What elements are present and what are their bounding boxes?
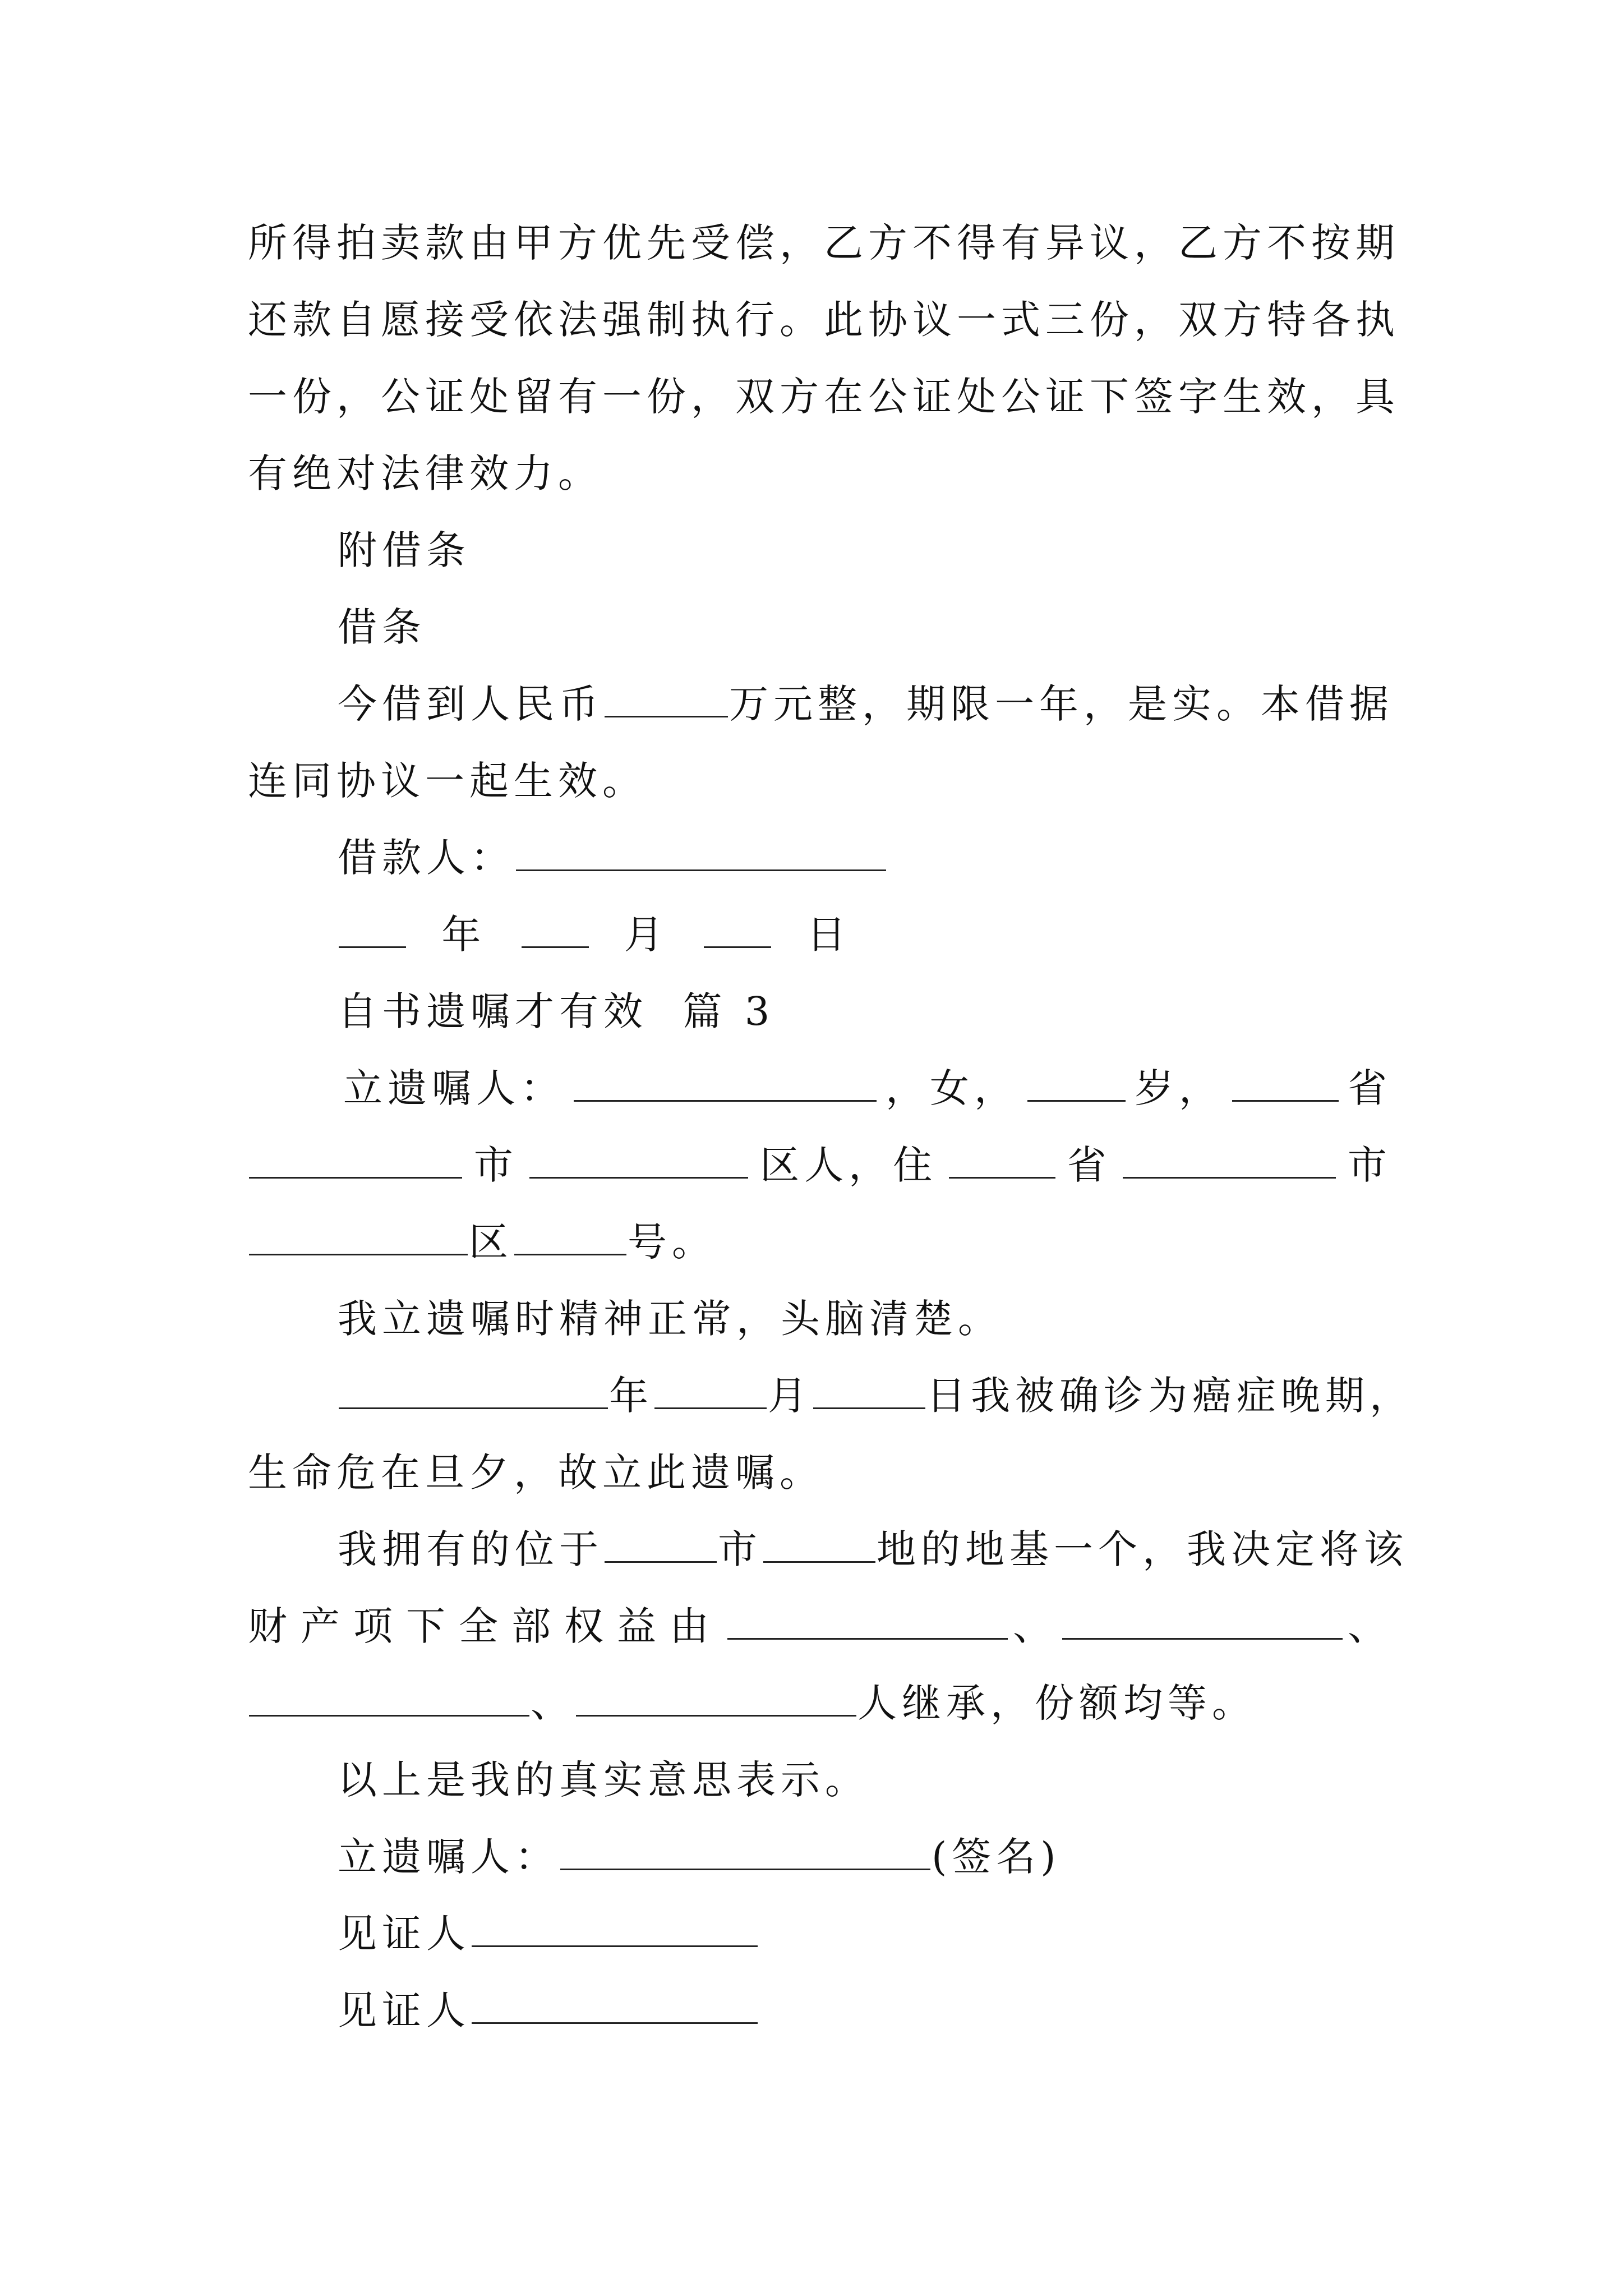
- paragraph-char: 行: [735, 297, 780, 343]
- house-number-blank: [514, 1217, 626, 1256]
- paragraph-char: 三: [1045, 297, 1090, 343]
- property-line-1: [338, 1519, 1408, 1580]
- age-label: 岁，: [1135, 1065, 1223, 1111]
- diagnosis-text: 日我被确诊为癌症晚期，: [926, 1373, 1414, 1419]
- testator-line-1: [343, 1057, 1392, 1119]
- paragraph-char: 接: [425, 297, 469, 343]
- testator-line-3: [248, 1211, 1392, 1273]
- property-line-3: [248, 1672, 1392, 1734]
- paragraph-char: 由: [469, 220, 514, 266]
- diagnosis-month-blank: [654, 1370, 767, 1410]
- paragraph-char: 议: [912, 297, 957, 343]
- paragraph-char: 依: [514, 297, 558, 343]
- property-location-blank: [763, 1524, 875, 1563]
- witness-1-blank: [472, 1908, 758, 1948]
- residence-district-blank: [249, 1217, 468, 1256]
- borrower-line: [338, 827, 1482, 889]
- borrower-blank: [516, 832, 886, 872]
- paragraph-line-3: [248, 366, 1400, 427]
- month-label: 月: [624, 912, 668, 958]
- witness-1-label: 见证人: [338, 1911, 471, 1957]
- witness-2-line: [338, 1980, 1482, 2041]
- paragraph-char: 卖: [381, 220, 425, 266]
- heir-1-blank: [727, 1601, 1008, 1640]
- paragraph-char: 不: [1267, 220, 1311, 266]
- mental-state-statement: 我立遗嘱时精神正常，头脑清楚。: [338, 1296, 1002, 1342]
- paragraph-char: 甲: [514, 220, 558, 266]
- paragraph-char: 此: [824, 297, 868, 343]
- paragraph-char: 有: [1001, 220, 1045, 266]
- paragraph-char: 特: [1267, 297, 1311, 343]
- residence-city-label: 市: [1347, 1142, 1392, 1188]
- paragraph-char: 所: [248, 220, 292, 266]
- paragraph-char: ，: [780, 220, 824, 266]
- paragraph-char: 具: [1355, 374, 1400, 420]
- paragraph-char: 一: [957, 297, 1001, 343]
- heir-4-blank: [576, 1678, 856, 1717]
- paragraph-char: 处: [957, 374, 1001, 420]
- paragraph-char: 效: [1267, 374, 1311, 420]
- paragraph-char: ，: [336, 374, 381, 420]
- house-number-label: 号。: [628, 1219, 716, 1265]
- witness-2-blank: [472, 1985, 758, 2024]
- month-blank: [522, 909, 589, 949]
- paragraph-char: 拍: [336, 220, 381, 266]
- paragraph-char: 份: [647, 374, 691, 420]
- paragraph-char: 协: [868, 297, 912, 343]
- paragraph-char: 双: [735, 374, 780, 420]
- inheritance-text: 人继承，份额均等。: [857, 1680, 1256, 1726]
- diagnosis-month-label: 月: [768, 1373, 812, 1419]
- paragraph-char: 得: [957, 220, 1001, 266]
- paragraph-char: 制: [647, 297, 691, 343]
- attachment-heading: 附借条: [338, 527, 471, 573]
- district-blank: [529, 1140, 748, 1179]
- property-city-blank: [605, 1524, 717, 1563]
- paragraph-char: 留: [514, 374, 558, 420]
- paragraph-char: 得: [292, 220, 336, 266]
- residence-district-label: 区: [469, 1219, 513, 1265]
- paragraph-char: 自: [336, 297, 381, 343]
- heir-separator-2: 、: [1348, 1603, 1392, 1649]
- age-blank: [1027, 1063, 1126, 1102]
- province-blank: [1232, 1063, 1339, 1102]
- paragraph-char: ，: [1134, 220, 1178, 266]
- paragraph-line-1: [248, 212, 1400, 274]
- signature-note: (签名): [932, 1834, 1061, 1880]
- signature-line: [338, 1826, 1482, 1888]
- paragraph-char: 执: [1355, 297, 1400, 343]
- amount-blank: [605, 679, 728, 718]
- paragraph-char: 公: [1001, 374, 1045, 420]
- property-line-2: [248, 1595, 1392, 1657]
- paragraph-char: 下: [1090, 374, 1134, 420]
- city-label: 市: [473, 1142, 518, 1188]
- paragraph-char: 方: [1223, 220, 1267, 266]
- heir-separator-1: 、: [1013, 1603, 1057, 1649]
- paragraph-char: 在: [824, 374, 868, 420]
- paragraph-char: 份: [292, 374, 336, 420]
- property-text-rest: 地的地基一个，我决定将该: [877, 1526, 1408, 1572]
- paragraph-char: 强: [602, 297, 647, 343]
- iou-text-before: 今借到人民币: [338, 681, 603, 727]
- gender-text: ，女，: [886, 1065, 1018, 1111]
- diagnosis-year-blank: [339, 1370, 608, 1410]
- paragraph-char: 乙: [824, 220, 868, 266]
- witness-2-label: 见证人: [338, 1987, 471, 2033]
- province-label: 省: [1348, 1065, 1392, 1111]
- paragraph-char: 方: [780, 374, 824, 420]
- paragraph-char: 款: [425, 220, 469, 266]
- paragraph-char: 执: [691, 297, 735, 343]
- year-blank: [339, 909, 406, 949]
- residence-province-blank: [949, 1140, 1055, 1179]
- day-blank: [704, 909, 771, 949]
- iou-heading: 借条: [338, 604, 426, 650]
- paragraph-char: 先: [647, 220, 691, 266]
- paragraph-char: 方: [558, 220, 602, 266]
- paragraph-char: 份: [1090, 297, 1134, 343]
- paragraph-char: 受: [469, 297, 514, 343]
- paragraph-char: 各: [1311, 297, 1355, 343]
- paragraph-char: 一: [602, 374, 647, 420]
- signature-label: 立遗嘱人：: [338, 1834, 559, 1880]
- paragraph-char: 证: [1045, 374, 1090, 420]
- date-line: [338, 904, 1482, 965]
- paragraph-char: ，: [691, 374, 735, 420]
- paragraph-char: 方: [868, 220, 912, 266]
- signature-blank: [560, 1832, 930, 1871]
- paragraph-char: 方: [1223, 297, 1267, 343]
- district-residence-label: 区人，住: [760, 1142, 938, 1188]
- residence-city-blank: [1123, 1140, 1336, 1179]
- paragraph-char: ，: [1311, 374, 1355, 420]
- paragraph-char: 证: [912, 374, 957, 420]
- paragraph-char: 法: [558, 297, 602, 343]
- property-text-before: 我拥有的位于: [338, 1526, 603, 1572]
- testator-label: 立遗嘱人：: [343, 1065, 565, 1111]
- heirs-text: 财产项下全部权益由: [248, 1603, 722, 1649]
- testator-line-2: [248, 1134, 1392, 1196]
- paragraph-char: 受: [691, 220, 735, 266]
- diagnosis-day-blank: [813, 1370, 925, 1410]
- paragraph-char: ，: [1134, 297, 1178, 343]
- paragraph-char: 愿: [381, 297, 425, 343]
- paragraph-char: 款: [292, 297, 336, 343]
- paragraph-line-2: [248, 289, 1400, 351]
- paragraph-char: 期: [1355, 220, 1400, 266]
- city-blank: [249, 1140, 462, 1179]
- paragraph-char: 优: [602, 220, 647, 266]
- paragraph-char: 按: [1311, 220, 1355, 266]
- paragraph-char: 双: [1178, 297, 1223, 343]
- year-label: 年: [441, 912, 486, 958]
- paragraph-char: 公: [381, 374, 425, 420]
- paragraph-char: 议: [1090, 220, 1134, 266]
- heir-separator-3: 、: [531, 1680, 575, 1726]
- paragraph-char: 乙: [1178, 220, 1223, 266]
- iou-body-line-1: [338, 673, 1392, 735]
- paragraph-char: 还: [248, 297, 292, 343]
- borrower-label: 借款人：: [338, 835, 515, 881]
- heir-3-blank: [249, 1678, 529, 1717]
- property-city-label: 市: [718, 1526, 762, 1572]
- paragraph-char: 证: [425, 374, 469, 420]
- paragraph-char: 异: [1045, 220, 1090, 266]
- paragraph-char: 有: [558, 374, 602, 420]
- declaration: 以上是我的真实意思表示。: [338, 1757, 869, 1803]
- section-title: 自书遗嘱才有效 篇 3: [338, 988, 775, 1034]
- diagnosis-line-2: 生命危在旦夕，故立此遗嘱。: [248, 1450, 824, 1496]
- paragraph-char: 字: [1178, 374, 1223, 420]
- name-blank: [574, 1063, 877, 1102]
- iou-text-after: 万元整，期限一年，是实。本借据: [729, 681, 1394, 727]
- paragraph-char: 签: [1134, 374, 1178, 420]
- paragraph-char: 式: [1001, 297, 1045, 343]
- paragraph-char: 公: [868, 374, 912, 420]
- paragraph-char: 处: [469, 374, 514, 420]
- diagnosis-line-1: [338, 1365, 1482, 1427]
- paragraph-char: 生: [1223, 374, 1267, 420]
- day-label: 日: [806, 912, 851, 958]
- paragraph-char: 偿: [735, 220, 780, 266]
- paragraph-char: 一: [248, 374, 292, 420]
- paragraph-char: 不: [912, 220, 957, 266]
- witness-1-line: [338, 1903, 1482, 1964]
- paragraph-line-4: 有绝对法律效力。: [248, 450, 602, 496]
- residence-province-label: 省: [1067, 1142, 1112, 1188]
- paragraph-char: 。: [780, 297, 824, 343]
- diagnosis-year-label: 年: [609, 1373, 653, 1419]
- iou-body-line-2: 连同协议一起生效。: [248, 758, 647, 804]
- heir-2-blank: [1062, 1601, 1343, 1640]
